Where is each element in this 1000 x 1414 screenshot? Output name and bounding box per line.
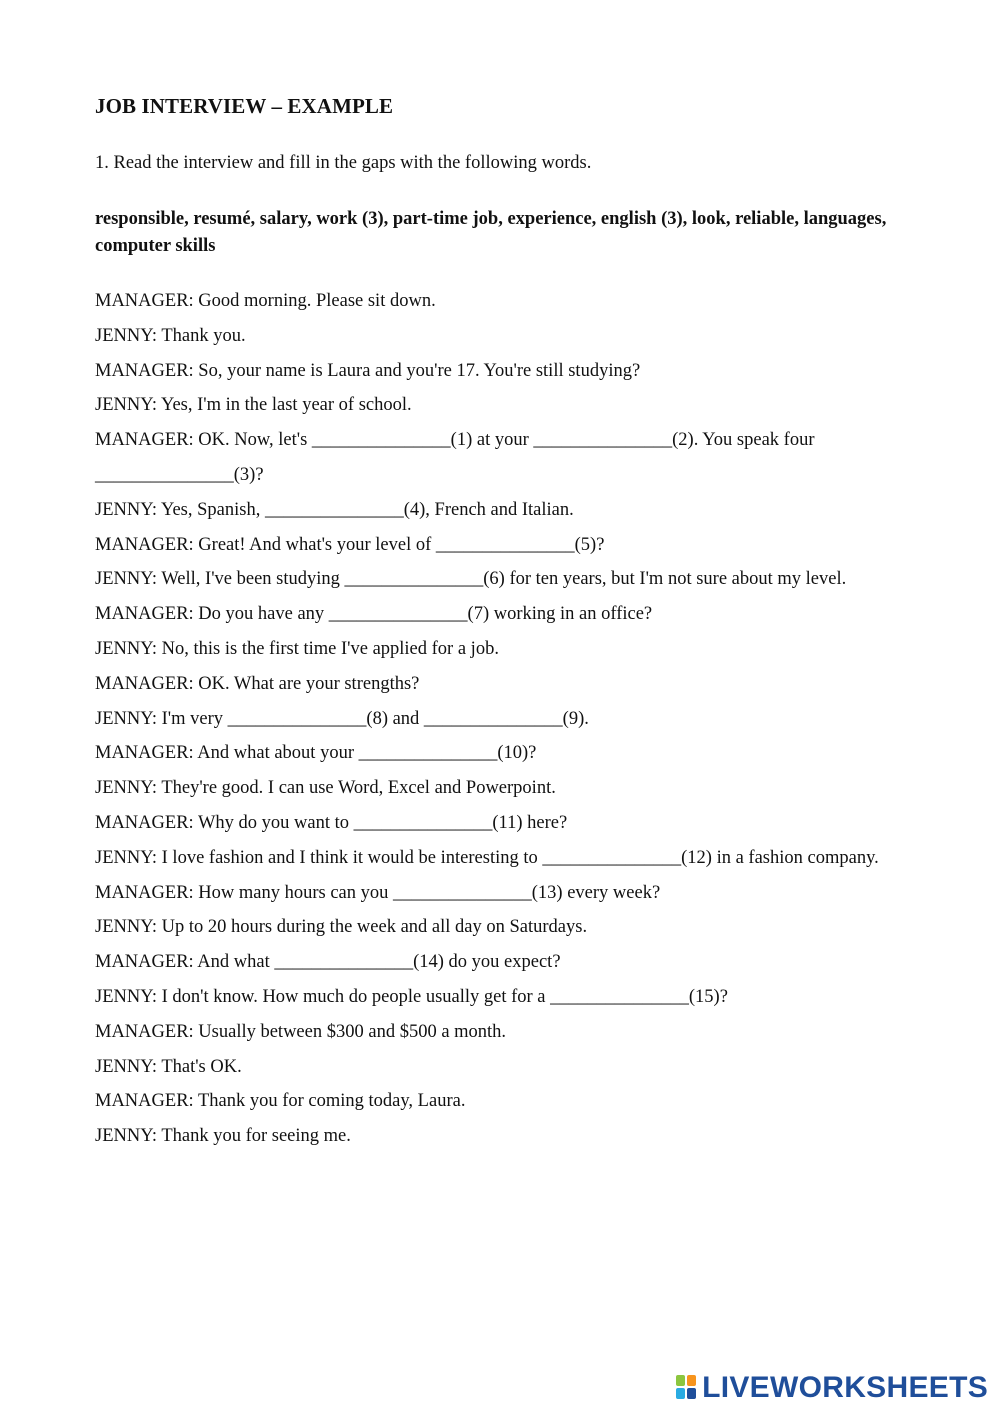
- liveworksheets-logo-icon: [676, 1375, 698, 1401]
- dialogue-line: MANAGER: OK. What are your strengths?: [95, 673, 420, 694]
- logo-square-navy: [687, 1388, 696, 1399]
- dialogue-line: JENNY: Thank you for seeing me.: [95, 1126, 351, 1147]
- dialogue-line: MANAGER: Good morning. Please sit down.: [95, 291, 436, 311]
- dialogue-line: JENNY: I'm very _______________(8) and _______________(9).: [95, 708, 589, 729]
- dialogue-line: JENNY: Up to 20 hours during the week and all day on Saturdays.: [95, 917, 588, 938]
- dialogue-line: MANAGER: Do you have any _______________(7) working in an office?: [95, 604, 653, 625]
- dialogue-line: MANAGER: And what _______________(14) do you expect?: [95, 952, 561, 973]
- dialogue-line: JENNY: Well, I've been studying _______________(6) for ten years, but I'm not sure about my level.: [95, 569, 847, 590]
- dialogue-line: MANAGER: OK. Now, let's _______________(1) at your _______________(2). You speak four _______________(3)?: [95, 430, 815, 485]
- liveworksheets-logo: [676, 1370, 988, 1406]
- dialogue-line: MANAGER: Great! And what's your level of _______________(5)?: [95, 534, 605, 555]
- dialogue-line: JENNY: Thank you.: [95, 325, 246, 346]
- dialogue: [95, 284, 895, 1154]
- dialogue-line: MANAGER: Usually between $300 and $500 a month.: [95, 1021, 507, 1042]
- dialogue-line: JENNY: I love fashion and I think it would be interesting to _______________(12) in a fashion company.: [95, 847, 879, 868]
- word-bank: responsible, resumé, salary, work (3), part-time job, experience, english (3), look, reliable, languages, computer skills: [95, 209, 887, 256]
- dialogue-line: MANAGER: How many hours can you _______________(13) every week?: [95, 882, 661, 903]
- instruction-text: 1. Read the interview and fill in the gaps with the following words.: [95, 153, 592, 173]
- logo-text: LIVEWORKSHEETS: [702, 1371, 988, 1404]
- dialogue-line: JENNY: They're good. I can use Word, Excel and Powerpoint.: [95, 778, 556, 799]
- dialogue-line: MANAGER: And what about your _______________(10)?: [95, 743, 537, 764]
- dialogue-line: MANAGER: Why do you want to _______________(11) here?: [95, 812, 568, 833]
- page-title: JOB INTERVIEW – EXAMPLE: [95, 94, 394, 118]
- dialogue-line: MANAGER: Thank you for coming today, Laura.: [95, 1091, 466, 1112]
- logo-square-orange: [687, 1375, 696, 1386]
- logo-square-green: [676, 1375, 685, 1386]
- dialogue-line: JENNY: I don't know. How much do people usually get for a _______________(15)?: [95, 986, 728, 1007]
- dialogue-line: MANAGER: So, your name is Laura and you're 17. You're still studying?: [95, 360, 641, 381]
- dialogue-line: JENNY: Yes, Spanish, _______________(4), French and Italian.: [95, 499, 574, 520]
- dialogue-line: JENNY: Yes, I'm in the last year of school.: [95, 395, 412, 416]
- dialogue-line: JENNY: That's OK.: [95, 1056, 242, 1077]
- logo-square-blue: [676, 1388, 685, 1399]
- dialogue-line: JENNY: No, this is the first time I've applied for a job.: [95, 638, 499, 659]
